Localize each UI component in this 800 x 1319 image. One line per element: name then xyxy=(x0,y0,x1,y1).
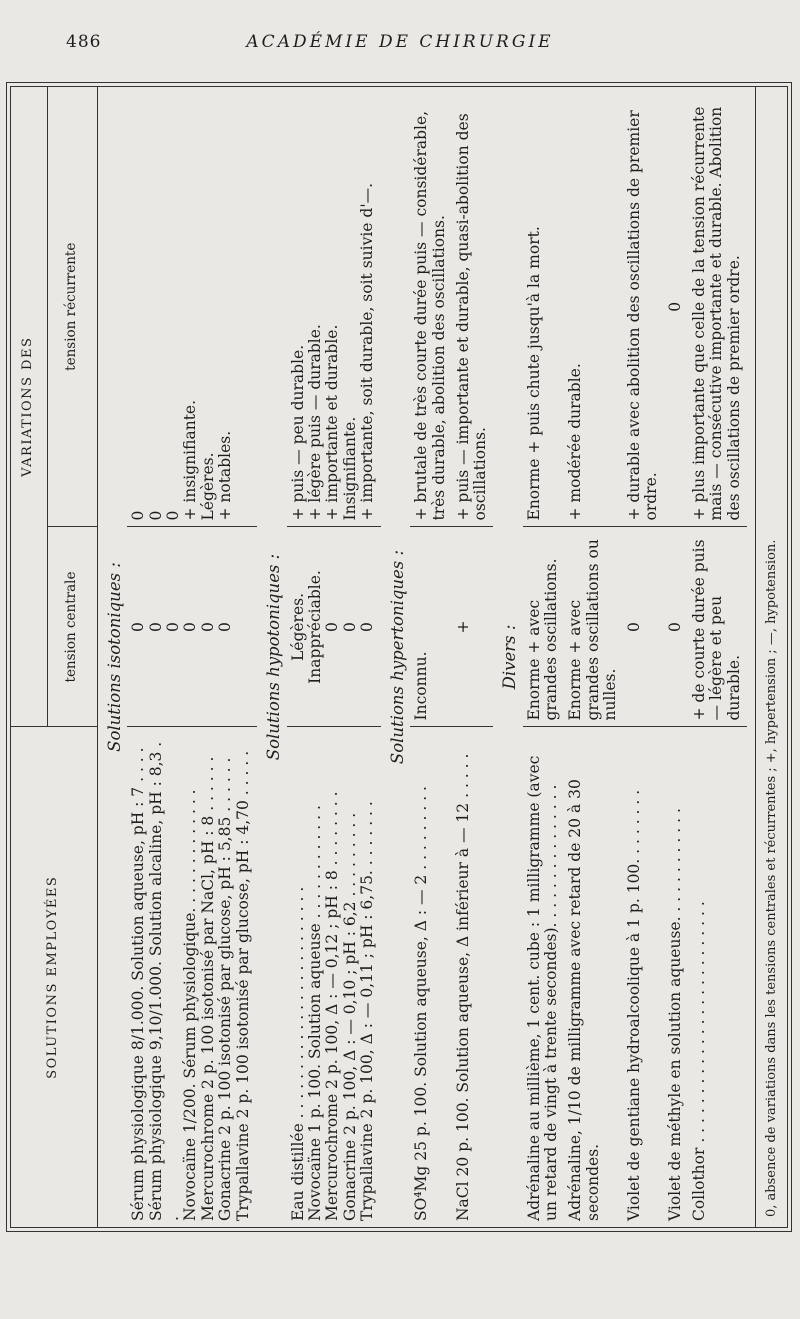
rotated-table xyxy=(11,87,787,1227)
solution-cell: Adrénaline au millième, 1 cent. cube : 1 milligramme (avec un retard de vingt à trente secondes). . . . . . . . . . . . . . . xyxy=(524,755,561,1221)
recurrente-value: + durable avec abolition des oscillations de premier ordre. xyxy=(623,87,664,527)
centrale-value: Inappréciable. xyxy=(305,570,324,684)
recurrente-value: + légère puis — durable. xyxy=(305,324,324,521)
centrale-value: 0 xyxy=(181,622,200,632)
centrale-value: 0 xyxy=(623,527,664,727)
results-table xyxy=(11,87,787,1227)
centrale-value: 0 xyxy=(340,622,359,632)
solution-cell: Collothor . . . . . . . . . . . . . . . . . . . . . . . . . xyxy=(690,901,709,1221)
solution-cell: NaCl 20 p. 100. Solution aqueuse, Δ inférieur à — 12 . . . . . xyxy=(453,753,472,1221)
recurrente-cell xyxy=(287,87,381,527)
centrale-cell xyxy=(287,527,381,727)
solution-cell: Adrénaline, 1/10 de milligramme avec retard de 20 à 30 secondes. xyxy=(566,779,602,1221)
solution-entry: Sérum physiologique 9,10/1.000. Solution alcaline, pH : 8,3 . . xyxy=(146,741,183,1221)
header-tension-centrale: tension centrale xyxy=(47,527,97,727)
section-title: Divers : xyxy=(500,624,520,690)
solution-cell: Violet de gentiane hydroalcoolique à 1 p. 100. . . . . . . . xyxy=(625,789,644,1221)
centrale-value: 0 xyxy=(664,527,688,727)
recurrente-value: + puis — peu durable. xyxy=(288,344,307,521)
header-variations: VARIATIONS DES xyxy=(11,87,47,727)
header-tension-recurrente: tension récurrente xyxy=(47,87,97,527)
centrale-value: 0 xyxy=(323,622,342,632)
recurrente-value: + plus importante que celle de la tension récurrente mais — consécutive importante et durable. Abolition des oscillations de premier ordre. xyxy=(688,87,747,527)
solutions-cell xyxy=(287,727,381,1227)
recurrente-value: Enorme + puis chute jusqu'à la mort. xyxy=(523,87,564,527)
page-number: 486 xyxy=(66,32,102,52)
table-frame xyxy=(6,82,792,1232)
solution-entry: Novocaïne 1 p. 100. Solution aqueuse . . . . . . . . . . . . xyxy=(305,805,324,1221)
table-frame-inner xyxy=(10,86,788,1228)
page-header xyxy=(0,28,800,54)
recurrente-value: + importante et durable. xyxy=(323,324,342,521)
solution-entry: Gonacrine 2 p. 100, Δ : — 0,10 ; pH : 6,2 . . . . . . . . . xyxy=(340,812,359,1221)
section-title: Solutions hypotoniques : xyxy=(263,553,283,761)
recurrente-value: 0 xyxy=(164,510,183,521)
section-title: Solutions isotoniques : xyxy=(104,562,124,752)
centrale-value: 0 xyxy=(198,622,217,632)
centrale-value: Enorme + avec grandes oscillations. xyxy=(523,527,564,727)
recurrente-value: 0 xyxy=(129,510,148,521)
recurrente-value: + insignifiante. xyxy=(181,399,200,521)
solution-entry: Trypallavine 2 p. 100 isotonisé par glucose, pH : 4,70 . . . . . xyxy=(233,750,252,1221)
solution-entry: Eau distillée . . . . . . . . . . . . . . . . . . . . . . . . xyxy=(288,886,307,1221)
solutions-cell xyxy=(127,727,256,1227)
centrale-value: Inconnu. xyxy=(410,527,451,727)
solution-cell: SO⁴Mg 25 p. 100. Solution aqueuse, Δ : — 2 . . . . . . . . . xyxy=(412,786,431,1221)
recurrente-value: 0 xyxy=(664,87,688,527)
recurrente-value: + modérée durable. xyxy=(564,87,623,527)
recurrente-value: Insignifiante. xyxy=(340,416,359,521)
centrale-value: + de courte durée puis — légère et peu durable. xyxy=(688,527,747,727)
footnote: 0, absence de variations dans les tensions centrales et récurrentes ; +, hypertension ; —, hypotension. xyxy=(755,87,787,1227)
recurrente-value: + notables. xyxy=(216,430,235,521)
solution-entry: Gonacrine 2 p. 100 isotonisé par glucose, pH : 5,85 . . . . . . xyxy=(216,757,235,1221)
running-title: ACADÉMIE DE CHIRURGIE xyxy=(246,32,554,52)
solution-entry: Sérum physiologique 8/1.000. Solution aqueuse, pH : 7 . . . . xyxy=(129,747,148,1221)
solution-cell: Violet de méthyle en solution aqueuse. . . . . . . . . . . . xyxy=(666,808,685,1221)
centrale-value: 0 xyxy=(216,622,235,632)
centrale-value: + xyxy=(452,527,493,727)
recurrente-cell xyxy=(127,87,256,527)
centrale-value: 0 xyxy=(164,622,183,632)
recurrente-value: + brutale de très courte durée puis — considérable, très durable, abolition des oscillations. xyxy=(410,87,451,527)
header-solutions: SOLUTIONS EMPLOYÉES xyxy=(11,727,97,1227)
centrale-value: Légères. xyxy=(288,592,307,662)
recurrente-value: Légères. xyxy=(198,452,217,521)
section-title: Solutions hypertoniques : xyxy=(387,549,407,765)
solution-entry: Trypallavine 2 p. 100, Δ : — 0,11 ; pH : 6,75. . . . . . . . xyxy=(357,801,376,1221)
centrale-value: 0 xyxy=(357,622,376,632)
recurrente-value: 0 xyxy=(146,510,165,521)
recurrente-value: + importante, soit durable, soit suivie d'—. xyxy=(357,182,376,521)
centrale-value: 0 xyxy=(146,622,165,632)
centrale-value: Enorme + avec grandes oscillations ou nulles. xyxy=(564,527,623,727)
centrale-value: 0 xyxy=(129,622,148,632)
recurrente-value: + puis — importante et durable, quasi-abolition des oscillations. xyxy=(452,87,493,527)
centrale-cell xyxy=(127,527,256,727)
solution-entry: Novocaïne 1/200. Sérum physiologique. . . . . . . . . . . . . xyxy=(181,789,200,1221)
solution-entry: Mercurochrome 2 p. 100 isotonisé par NaCl, pH : 8 . . . . . . xyxy=(198,756,217,1221)
solution-entry: Mercurochrome 2 p. 100, Δ : — 0,12 ; pH : 8 . . . . . . . . xyxy=(323,791,342,1221)
